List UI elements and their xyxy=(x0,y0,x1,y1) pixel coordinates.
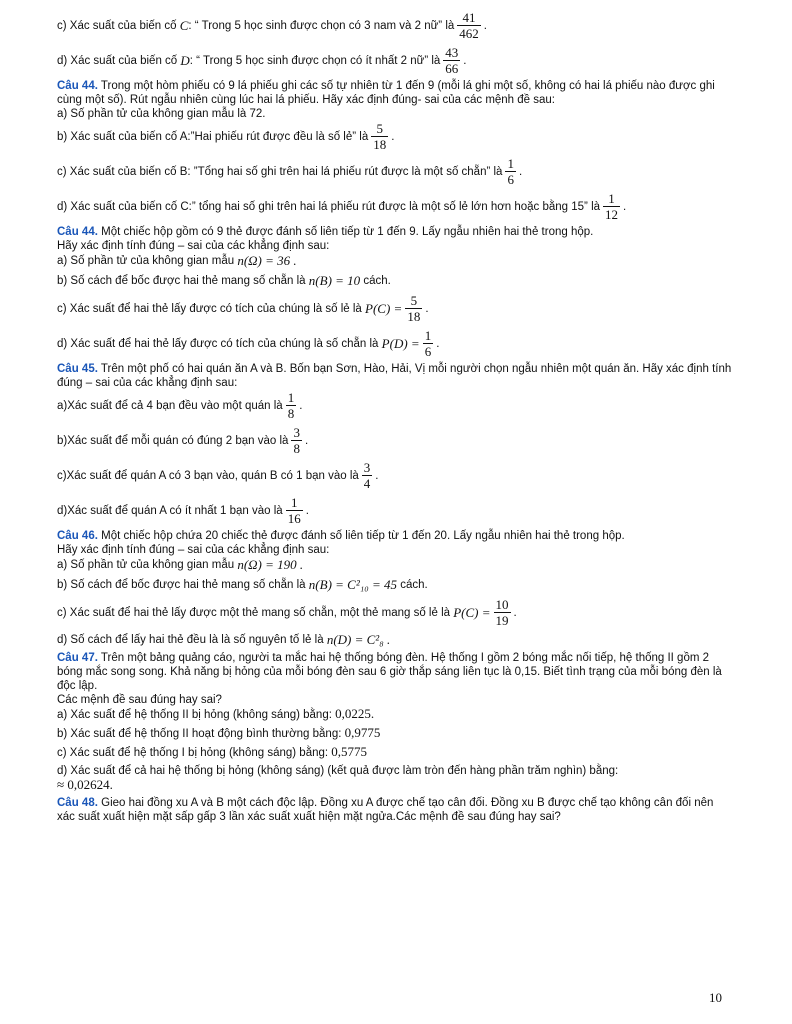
fraction: $\frac{3}{8}$ xyxy=(293,425,300,456)
statement-c: c) Xác suất để hai thẻ lấy được một thẻ mang số chẵn, một thẻ mang số lẻ là P(C) = $\frac{10}{19}$ . xyxy=(57,597,517,628)
statement-b: b) Số cách để bốc được hai thẻ mang số chẵn là n(B) = 10 cách. xyxy=(57,273,391,288)
statement-text: : “ Trong 5 học sinh được chọn có ít nhất 2 nữ” là xyxy=(189,54,441,67)
fraction: $\frac{5}{18}$ xyxy=(407,293,421,324)
question-instruction: Hãy xác định tính đúng – sai của các khẳng định sau: xyxy=(57,240,330,252)
question-46 xyxy=(57,529,733,648)
fraction: $\frac{1}{6}$ xyxy=(507,156,514,187)
question-intro: Câu 44. Một chiếc hộp gồm có 9 thẻ được đánh số liên tiếp từ 1 đến 9. Lấy ngẫu nhiên hai thẻ trong hộp. xyxy=(57,226,594,238)
document-page xyxy=(57,10,733,824)
statement-a: a) Số phần tử của không gian mẫu là 72. xyxy=(57,108,266,120)
statement-b: b) Số cách để bốc được hai thẻ mang số chẵn là n(B) = C²₁₀ = 45 cách. xyxy=(57,577,428,592)
statement-d: d) Xác suất để cả hai hệ thống bị hỏng (không sáng) (kết quả được làm tròn đến hàng phần trăm nghìn) bằng: ≈ 0,02624. xyxy=(57,765,619,792)
statement-d: d) Xác suất để hai thẻ lấy được có tích của chúng là số chẵn là P(D) = $\frac{1}{6}$ . xyxy=(57,328,440,359)
statement-c: c) Xác suất của biến cố B: ”Tổng hai số ghi trên hai lá phiếu rút được là một số chẵn” là $\frac{1}{6}$ . xyxy=(57,156,523,187)
statement-a: a) Xác suất để hệ thống II bị hỏng (không sáng) bằng: 0,0225. xyxy=(57,706,375,721)
statement-b: b)Xác suất để mỗi quán có đúng 2 bạn vào là $\frac{3}{8}$ . xyxy=(57,425,309,456)
statement-d: d)Xác suất để quán A có ít nhất 1 bạn vào là $\frac{1}{16}$ . xyxy=(57,495,309,526)
question-instruction: Hãy xác định tính đúng – sai của các khẳng định sau: xyxy=(57,544,330,556)
fraction: $\frac{10}{19}$ xyxy=(495,597,509,628)
fraction: $\frac{1}{12}$ xyxy=(605,191,619,222)
fraction: $\frac{1}{16}$ xyxy=(287,495,301,526)
statement-text: c) Xác suất của biến cố xyxy=(57,19,177,32)
fraction: $\frac{1}{6}$ xyxy=(424,328,432,359)
question-label: Câu 46. xyxy=(57,530,98,542)
statement-c-top: c) Xác suất của biến cố C : “ Trong 5 học sinh được chọn có 3 nam và 2 nữ” là $\frac{41}{462}$ . xyxy=(57,10,487,41)
statement-c: c) Xác suất để hệ thống I bị hỏng (không sáng) bằng: 0,5775 xyxy=(57,744,368,759)
statement-text: d) Xác suất của biến cố xyxy=(57,54,178,67)
statement-d: d) Số cách để lấy hai thẻ đều là là số nguyên tố lẻ là n(D) = C²₈ . xyxy=(57,632,391,647)
question-label: Câu 44. xyxy=(57,80,98,92)
question-48 xyxy=(57,796,733,824)
question-44a xyxy=(57,79,733,222)
statement-d-top: d) Xác suất của biến cố D : “ Trong 5 học sinh được chọn có ít nhất 2 nữ” là $\frac{43}{66}$ . xyxy=(57,45,467,76)
question-intro: Câu 48. Gieo hai đồng xu A và B một cách độc lập. Đồng xu A được chế tạo cân đối. Đồng xu B được chế tạo không cân đối nên xác suất xuất hiện mặt sấp gấp 3 lần xác suất xuất hiện mặt ngửa.Các mệnh đề sau đúng hay sai? xyxy=(57,797,714,823)
question-label: Câu 47. xyxy=(57,652,98,664)
fraction: $\frac{5}{18}$ xyxy=(373,121,387,152)
question-intro: Câu 47. Trên một bảng quảng cáo, người ta mắc hai hệ thống bóng đèn. Hệ thống I gồm 2 bóng mắc nối tiếp, hệ thống II gồm 2 bóng mắc song song. Khả năng bị hỏng của mỗi bóng đèn sau 6 giờ thắp sáng liên tục là 0,15. Biết tình trạng của mỗi bóng đèn là độc lập. xyxy=(57,652,722,692)
question-45 xyxy=(57,362,733,526)
question-intro: Câu 45. Trên một phố có hai quán ăn A và B. Bốn bạn Sơn, Hào, Hải, Vị mỗi người chọn ngẫu nhiên một quán ăn. Hãy xác định tính đúng – sai của các khẳng định sau: xyxy=(57,363,732,389)
fraction: $\frac{1}{8}$ xyxy=(287,390,295,421)
statement-c: c) Xác suất để hai thẻ lấy được có tích của chúng là số lẻ là P(C) = $\frac{5}{18}$ . xyxy=(57,293,429,324)
page-number: 10 xyxy=(709,990,722,1005)
statement-c: c)Xác suất để quán A có 3 bạn vào, quán B có 1 bạn vào là $\frac{3}{4}$ . xyxy=(57,460,379,491)
math-var: C xyxy=(179,17,189,33)
statement-b: b) Xác suất để hệ thống II hoạt động bình thường bằng: 0,9775 xyxy=(57,725,381,740)
math-var: D xyxy=(180,52,190,68)
statement-b: b) Xác suất của biến cố A:”Hai phiếu rút được đều là số lẻ” là $\frac{5}{18}$ . xyxy=(57,121,395,152)
question-intro: Câu 44. Trong một hòm phiếu có 9 lá phiếu ghi các số tự nhiên từ 1 đến 9 (mỗi lá ghi một số, không có hai lá phiếu nào được ghi cùng một số). Rút ngẫu nhiên cùng lúc hai lá phiếu. Hãy xác định đúng- sai của các mệnh đề sau: xyxy=(57,80,715,106)
statement-text: : “ Trong 5 học sinh được chọn có 3 nam và 2 nữ” là xyxy=(188,19,455,32)
statement-a: a)Xác suất để cả 4 bạn đều vào một quán là $\frac{1}{8}$ . xyxy=(57,390,303,421)
statement-a: a) Số phần tử của không gian mẫu n(Ω) = 190 . xyxy=(57,557,304,572)
question-label: Câu 45. xyxy=(57,363,98,375)
question-instruction: Các mệnh đề sau đúng hay sai? xyxy=(57,694,222,706)
fraction: $\frac{43}{66}$ xyxy=(445,45,459,76)
question-44b xyxy=(57,225,733,359)
question-47 xyxy=(57,651,733,793)
fraction: $\frac{41}{462}$ xyxy=(459,10,479,41)
fraction: $\frac{3}{4}$ xyxy=(363,460,371,491)
statement-a: a) Số phần tử của không gian mẫu n(Ω) = 36 . xyxy=(57,253,297,268)
statement-d: d) Xác suất của biến cố C:” tổng hai số ghi trên hai lá phiếu rút được là một số lẻ lớn hơn hoặc bằng 15” là $\frac{1}{12}$ . xyxy=(57,191,627,222)
question-intro: Câu 46. Một chiếc hộp chứa 20 chiếc thẻ được đánh số liên tiếp từ 1 đến 20. Lấy ngẫu nhiên hai thẻ trong hộp. xyxy=(57,530,625,542)
question-label: Câu 44. xyxy=(57,226,98,238)
question-label: Câu 48. xyxy=(57,797,98,809)
